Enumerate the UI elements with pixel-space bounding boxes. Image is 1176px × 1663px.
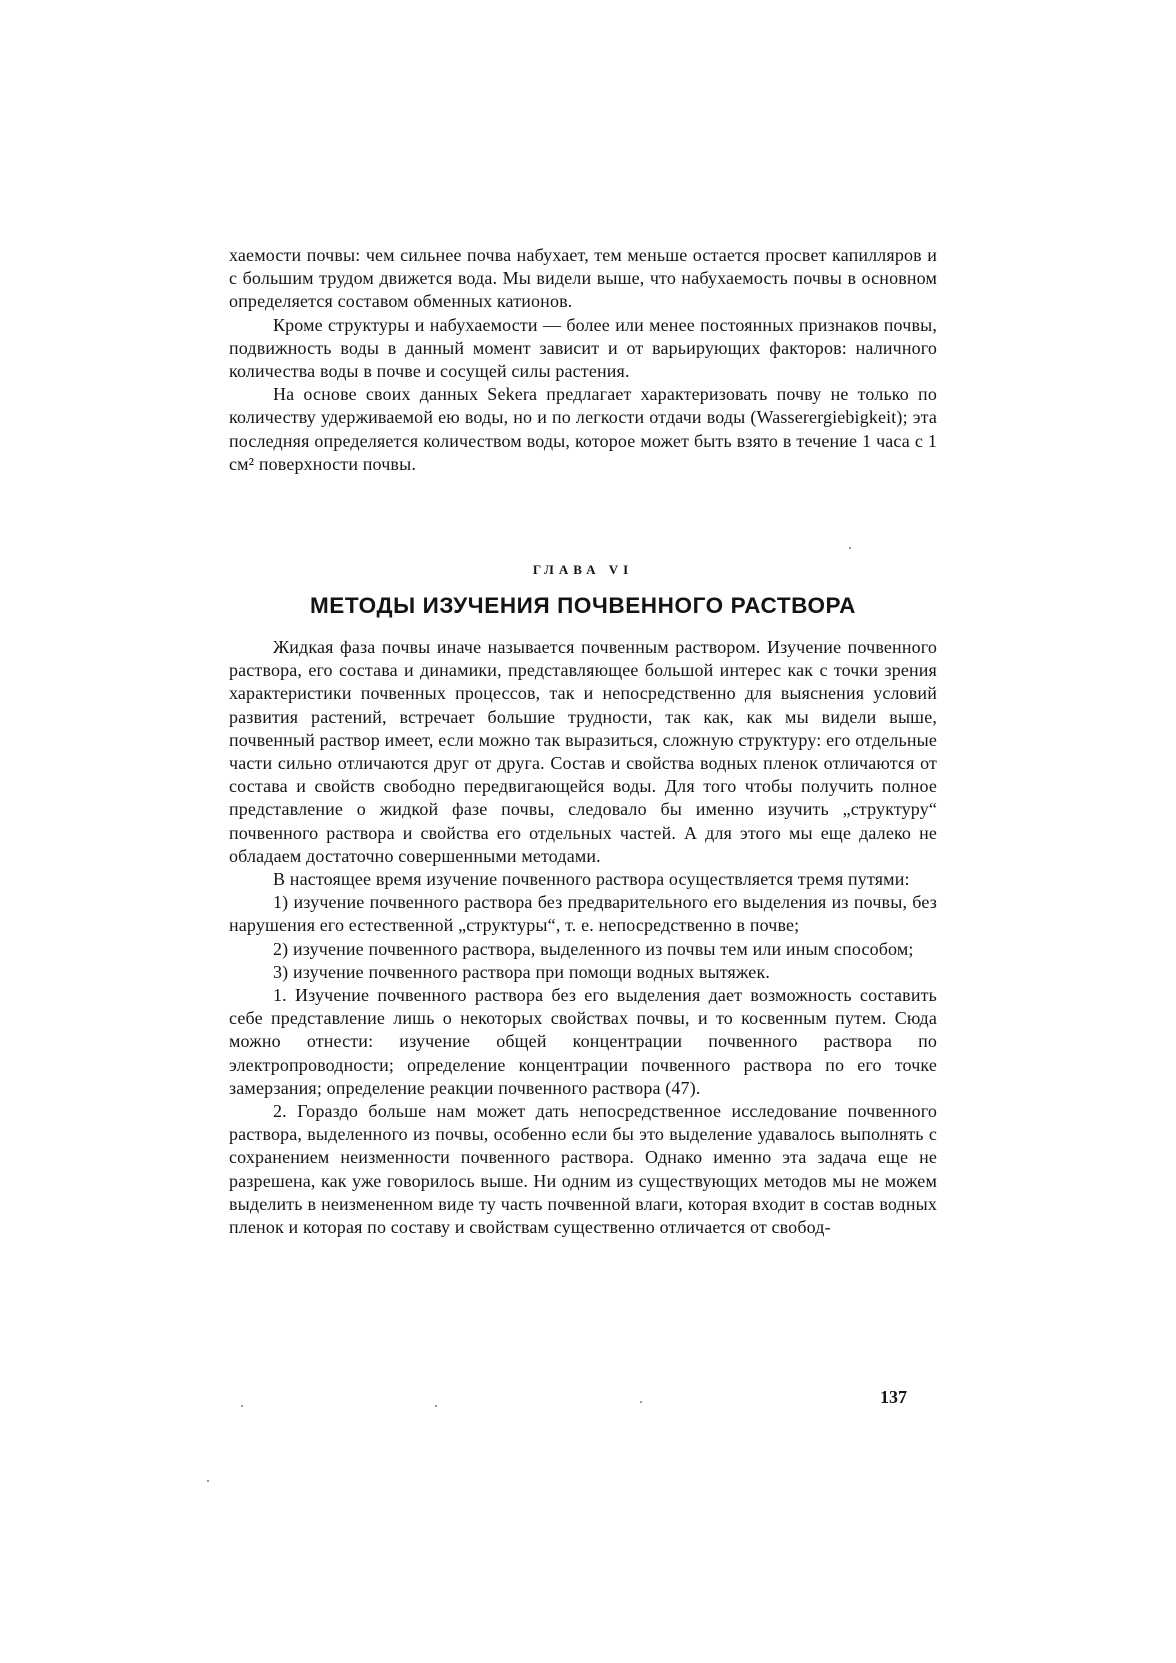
- paragraph: На основе своих данных Sekera предлагает характеризовать почву не только по количеству удерживаемой ею воды, но и по легкости отдачи воды (Wasserergiebigkeit); эта последняя определяется количеством воды, которое может быть взято в течение 1 часа с 1 см² поверхности почвы.: [229, 384, 937, 474]
- paragraph: В настоящее время изучение почвенного раствора осуществляется тремя путями:: [273, 869, 910, 890]
- list-item: 3) изучение почвенного раствора при помощи водных вытяжек.: [273, 961, 770, 982]
- paragraph: 1. Изучение почвенного раствора без его выделения дает возможность составить себе представление лишь о некоторых свойствах почвы, и то косвенным путем. Сюда можно отнести: изучение общей концентрации почвенного раствора по электропроводности; определение концентрации почвенного раствора по его точке замерзания; определение реакции почвенного раствора (47).: [229, 985, 937, 1098]
- paragraph: Кроме структуры и набухаемости — более или менее постоянных признаков почвы, подвижность воды в данный момент зависит и от варьирующих факторов: наличного количества воды в почве и сосущей силы растения.: [229, 314, 937, 382]
- list-item: 1) изучение почвенного раствора без предварительного его выделения из почвы, без нарушения его естественной „структуры“, т. е. непосредственно в почве;: [229, 892, 937, 936]
- paragraph: 2. Гораздо больше нам может дать непосредственное исследование почвенного раствора, выделенного из почвы, особенно если бы это выделение удавалось выполнять с сохранением неизменности почвенного раствора. Однако именно эта задача еще не разрешена, как уже говорилось выше. Ни одним из существующих методов мы не можем выделить в неизмененном виде ту часть почвенной влаги, которая входит в состав водных пленок и которая по составу и свойствам существенно отличается от свобод-: [229, 1101, 937, 1238]
- page-number: 137: [880, 1387, 907, 1407]
- paragraph: Жидкая фаза почвы иначе называется почвенным раствором. Изучение почвенного раствора, его состава и динамики, представляющее большой интерес как с точки зрения характеристики почвенных процессов, так и непосредственно для выяснения условий развития растений, встречает большие трудности, так как, как мы видели выше, почвенный раствор имеет, если можно так выразиться, сложную структуру: его отдельные части сильно отличаются друг от друга. Состав и свойства водных пленок отличаются от состава и свойств свободно передвигающейся воды. Для того чтобы получить полное представление о жидкой фазе почвы, следовало бы именно изучить „структуру“ почвенного раствора и свойства его отдельных частей. А для этого мы еще далеко не обладаем достаточно совершенными методами.: [229, 637, 937, 866]
- list-item: 2) изучение почвенного раствора, выделенного из почвы тем или иным способом;: [273, 938, 914, 959]
- chapter-label: ГЛАВА VI: [532, 562, 634, 577]
- scan-speck: [241, 1405, 243, 1407]
- top-text-block: [229, 244, 937, 476]
- scan-speck: [640, 1401, 642, 1403]
- scan-speck: [849, 547, 851, 549]
- scan-speck: [435, 1405, 437, 1407]
- paragraph-continuation: хаемости почвы: чем сильнее почва набухает, тем меньше остается просвет капилляров и с большим трудом движется вода. Мы видели выше, что набухаемость почвы в основном определяется составом обменных катионов.: [229, 245, 937, 312]
- chapter-title: МЕТОДЫ ИЗУЧЕНИЯ ПОЧВЕННОГО РАСТВОРА: [309, 593, 857, 618]
- chapter-body: [229, 636, 937, 1239]
- scan-speck: [207, 1480, 209, 1482]
